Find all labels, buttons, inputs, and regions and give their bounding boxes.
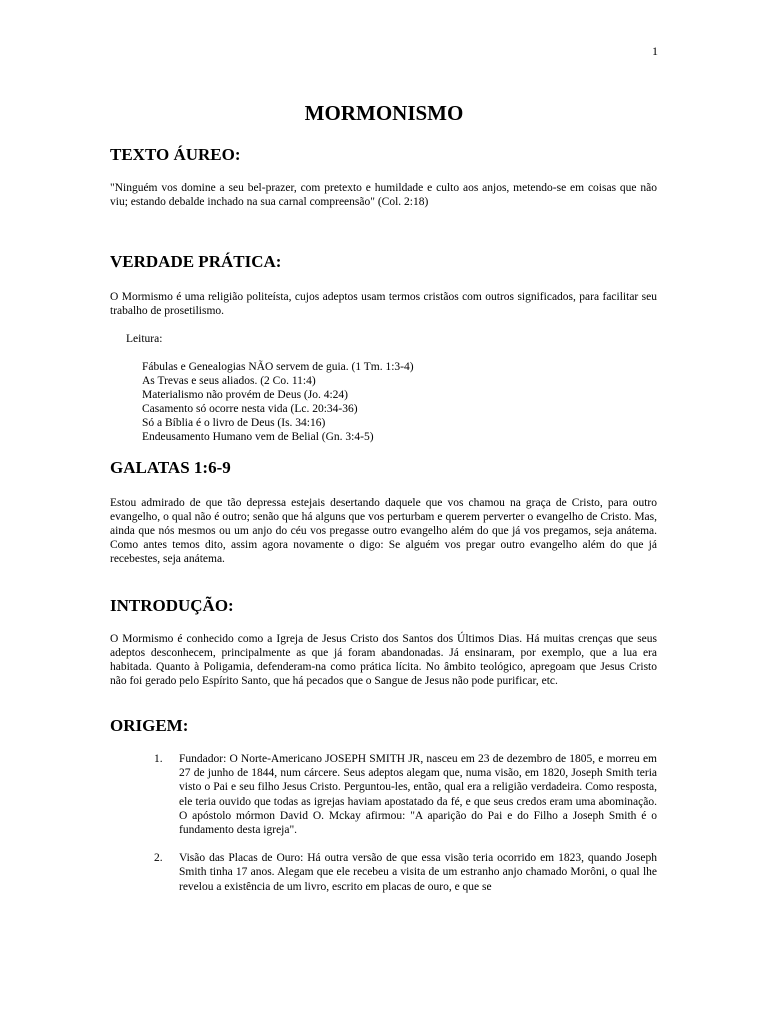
page-title: MORMONISMO xyxy=(304,101,464,125)
list-item xyxy=(110,851,657,894)
section-texto-aureo xyxy=(110,145,657,209)
section-origem xyxy=(110,716,657,894)
reading-item: Fábulas e Genealogias NÃO servem de guia. (1 Tm. 1:3-4) xyxy=(142,361,414,373)
list-item-text: Visão das Placas de Ouro: Há outra versão de que essa visão teria ocorrido em 1823, quando Joseph Smith tinha 17 anos. Alegam que ele recebeu a visita de um estranho anjo chamado Morôni, o qual lhe revelou a existência de um livro, escrito em placas de ouro, e que se xyxy=(179,852,657,893)
section-verdade-pratica xyxy=(110,252,657,445)
section-heading-verdade-pratica: VERDADE PRÁTICA: xyxy=(110,252,282,271)
section-heading-introducao: INTRODUÇÃO: xyxy=(110,596,234,615)
list-item-text: Fundador: O Norte-Americano JOSEPH SMITH JR, nasceu em 23 de dezembro de 1805, e morreu em 27 de junho de 1844, num cárcere. Seus adeptos alegam que, numa visão, em 1820, Joseph Smith teria visto o Pai e seu filho Jesus Cristo. Perguntou-les, então, qual era a religião verdadeira. Como resposta, ele teria ouvido que todas as igrejas haviam apostatado da fé, e que seus credos eram uma abominação. O apóstolo mórmon David O. Mckay afirmou: "A aparição do Pai e do Filho a Joseph Smith é o fundamento desta igreja". xyxy=(179,753,657,837)
section-introducao xyxy=(110,596,657,688)
practical-truth-text: O Mormismo é uma religião politeísta, cujos adeptos usam termos cristãos com outros significados, para facilitar seu trabalho de prosetilismo. xyxy=(110,291,657,317)
list-item xyxy=(110,752,657,837)
reading-list xyxy=(110,360,657,445)
section-heading-texto-aureo: TEXTO ÁUREO: xyxy=(110,145,241,164)
reading-item: Só a Bíblia é o livro de Deus (Is. 34:16) xyxy=(142,417,326,430)
origin-list xyxy=(110,752,657,894)
reading-label: Leitura: xyxy=(126,333,163,345)
page-number: 1 xyxy=(652,44,658,58)
section-heading-origem: ORIGEM: xyxy=(110,716,189,735)
list-item-number: 1. xyxy=(154,753,163,765)
galatas-text: Estou admirado de que tão depressa estejais desertando daquele que vos chamou na graça de Cristo, para outro evangelho, o qual não é outro; senão que há alguns que vos perturbam e querem perverter o evangelho de Cristo. Mas, ainda que nós mesmos ou um anjo do céu vos pregasse outro evangelho além do que já vos pregamos, seja anátema. Como antes temos dito, assim agora novamente o digo: Se alguém vos pregar outro evangelho além do que já recebestes, seja anátema. xyxy=(110,497,657,565)
reading-item: Casamento só ocorre nesta vida (Lc. 20:34-36) xyxy=(142,403,358,416)
reading-item: As Trevas e seus aliados. (2 Co. 11:4) xyxy=(142,375,316,388)
list-item-number: 2. xyxy=(154,852,163,865)
golden-text-quote: "Ninguém vos domine a seu bel-prazer, com pretexto e humildade e culto aos anjos, metendo-se em coisas que não viu; estando debalde inchado na sua carnal compreensão" (Col. 2:18) xyxy=(110,182,657,208)
reading-item: Materialismo não provém de Deus (Jo. 4:24) xyxy=(142,389,348,402)
introduction-text: O Mormismo é conhecido como a Igreja de Jesus Cristo dos Santos dos Últimos Dias. Há muitas crenças que seus adeptos desconhecem, principalmente as que já foram abandonadas. Já ensinaram, por exemplo, que a lua era habitada. Quanto à Poligamia, defenderam-na como prática lícita. No âmbito teológico, apregoam que Jesus Cristo não foi gerado pelo Espírito Santo, que há pecados que o Sangue de Jesus não pode purificar, etc. xyxy=(110,633,657,687)
section-galatas xyxy=(110,458,657,566)
section-heading-galatas: GALATAS 1:6-9 xyxy=(110,458,231,477)
reading-item: Endeusamento Humano vem de Belial (Gn. 3:4-5) xyxy=(142,431,374,444)
